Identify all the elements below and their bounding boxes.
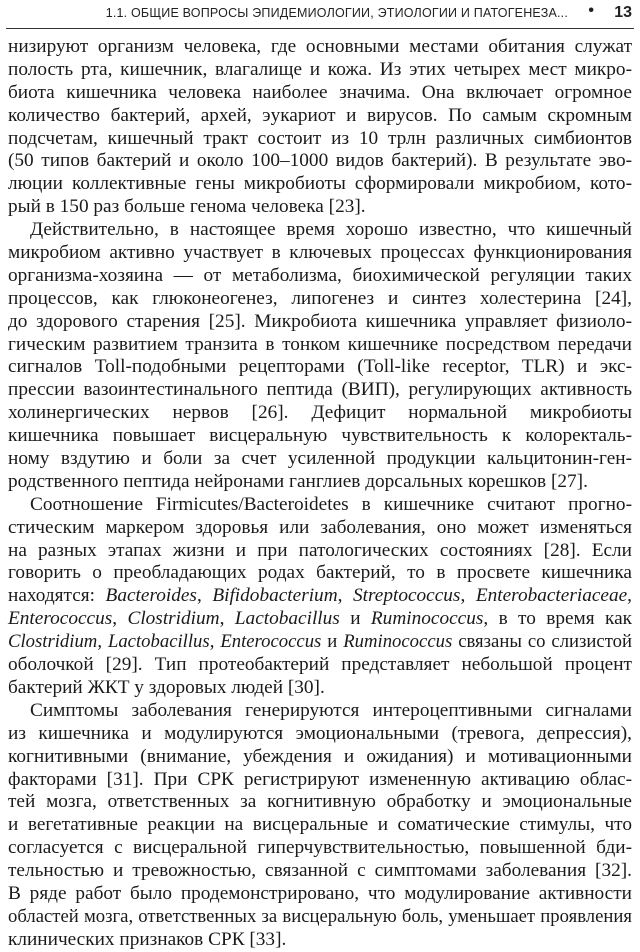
paragraph bbox=[8, 700, 632, 952]
text-line: микробиом активно участвует в ключевых процессах функционирования bbox=[8, 242, 632, 264]
text-line: тей мозга, ответственных за когнитивную обработку и эмоциональные bbox=[8, 791, 632, 813]
text-line: низируют организм человека, где основными местами обитания служат bbox=[8, 36, 632, 57]
text-line: когнитивными (внимание, убеждения и ожидания) и мотивационными bbox=[8, 745, 632, 767]
text-line: стическим маркером здоровья или заболевания, оно может изменяться bbox=[8, 516, 632, 538]
text-line: согласуется с висцеральной гиперчувствительностью, повышенной бди- bbox=[8, 837, 632, 859]
text-line: полость рта, кишечник, влагалище и кожа. Из этих четырех мест микро- bbox=[8, 58, 632, 80]
running-header bbox=[0, 0, 640, 28]
text-line: кишечника повышает висцеральную чувствительность к колоректаль- bbox=[8, 425, 632, 447]
text-line: рый в 150 раз больше генома человека [23]. bbox=[8, 196, 366, 218]
text-line: Соотношение Firmicutes/Bacteroidetes в кишечнике считают прогно- bbox=[30, 493, 632, 515]
text-line: подсчетам, кишечный тракт состоит из 10 трлн различных симбионтов bbox=[8, 127, 632, 149]
text-line: люции коллективные гены микробиоты сформировали микробиом, кото- bbox=[8, 173, 632, 195]
text-line: гическим развитием транзита в тонком кишечнике посредством передачи bbox=[8, 333, 632, 355]
text-line: до здорового старения [25]. Микробиота кишечника управляет физиоло- bbox=[8, 310, 632, 332]
text-line: процессов, как глюконеогенез, липогенез и синтез холестерина [24], bbox=[8, 287, 632, 309]
text-line: биота кишечника человека наиболее значима. Она включает огромное bbox=[8, 81, 632, 103]
text-line: родственного пептида нейронами ганглиев дорсальных корешков [27]. bbox=[8, 470, 588, 492]
text-line: количество бактерий, архей, эукариот и вирусов. По самым скромным bbox=[8, 104, 632, 126]
paragraph bbox=[8, 36, 632, 219]
text-line: факторами [31]. При СРК регистрируют измененную активацию облас- bbox=[8, 768, 632, 790]
text-line: бактерий ЖКТ у здоровых людей [30]. bbox=[8, 676, 325, 698]
running-title: 1.1. ОБЩИЕ ВОПРОСЫ ЭПИДЕМИОЛОГИИ, ЭТИОЛОГИИ И ПАТОГЕНЕЗА... bbox=[105, 6, 568, 20]
text-line: клинических признаков СРК [33]. bbox=[8, 928, 287, 950]
text-line: областей мозга, ответственных за висцеральную боль, уменьшает проявления bbox=[8, 905, 632, 927]
text-line: тельностью и тревожностью, связанной с симптомами заболевания [32]. bbox=[8, 860, 632, 882]
text-line: Симптомы заболевания генерируются интероцептивными сигналами bbox=[30, 699, 632, 721]
text-line: ному вздутию и боли за счет усиленной продукции кальцитонин-ген- bbox=[8, 448, 632, 470]
bullet-separator: • bbox=[588, 2, 594, 19]
header-rule bbox=[6, 28, 634, 29]
body-text bbox=[8, 36, 632, 952]
text-line: и вегетативные реакции на висцеральные и соматические стимулы, что bbox=[8, 814, 632, 836]
text-line: оболочкой [29]. Тип протеобактерий представляет небольшой процент bbox=[8, 654, 632, 676]
text-line: говорить о преобладающих родах бактерий, то в просвете кишечника bbox=[8, 562, 632, 584]
text-line: (50 типов бактерий и около 100–1000 видов бактерий). В результате эво- bbox=[8, 150, 632, 172]
text-line: на разных этапах жизни и при патологических состояниях [28]. Если bbox=[8, 539, 632, 561]
paragraph bbox=[8, 219, 632, 494]
text-line: из кишечника и модулируются эмоциональными (тревога, депрессия), bbox=[8, 722, 632, 744]
paragraph bbox=[8, 494, 632, 700]
text-line: холинергических нервов [26]. Дефицит нормальной микробиоты bbox=[8, 402, 632, 424]
text-line: находятся: Bacteroides, Bifidobacterium, Streptococcus, Enterobacteriaceae, bbox=[8, 585, 632, 607]
text-line: В ряде работ было продемонстрировано, что модулирование активности bbox=[8, 882, 632, 904]
text-line: Enterococcus, Clostridium, Lactobacillus и Ruminococcus, в то время как bbox=[8, 608, 633, 630]
text-line: сигналов Toll-подобными рецепторами (Toll-like receptor, TLR) и экс- bbox=[8, 356, 632, 378]
text-line: организма-хозяина — от метаболизма, биохимической регуляции таких bbox=[8, 264, 632, 286]
text-line: прессии вазоинтестинального пептида (ВИП), регулирующих активность bbox=[8, 379, 632, 401]
page-number: 13 bbox=[614, 4, 632, 21]
text-line: Clostridium, Lactobacillus, Enterococcus и Ruminococcus связаны со слизистой bbox=[8, 631, 632, 653]
text-line: Действительно, в настоящее время хорошо известно, что кишечный bbox=[30, 219, 632, 241]
